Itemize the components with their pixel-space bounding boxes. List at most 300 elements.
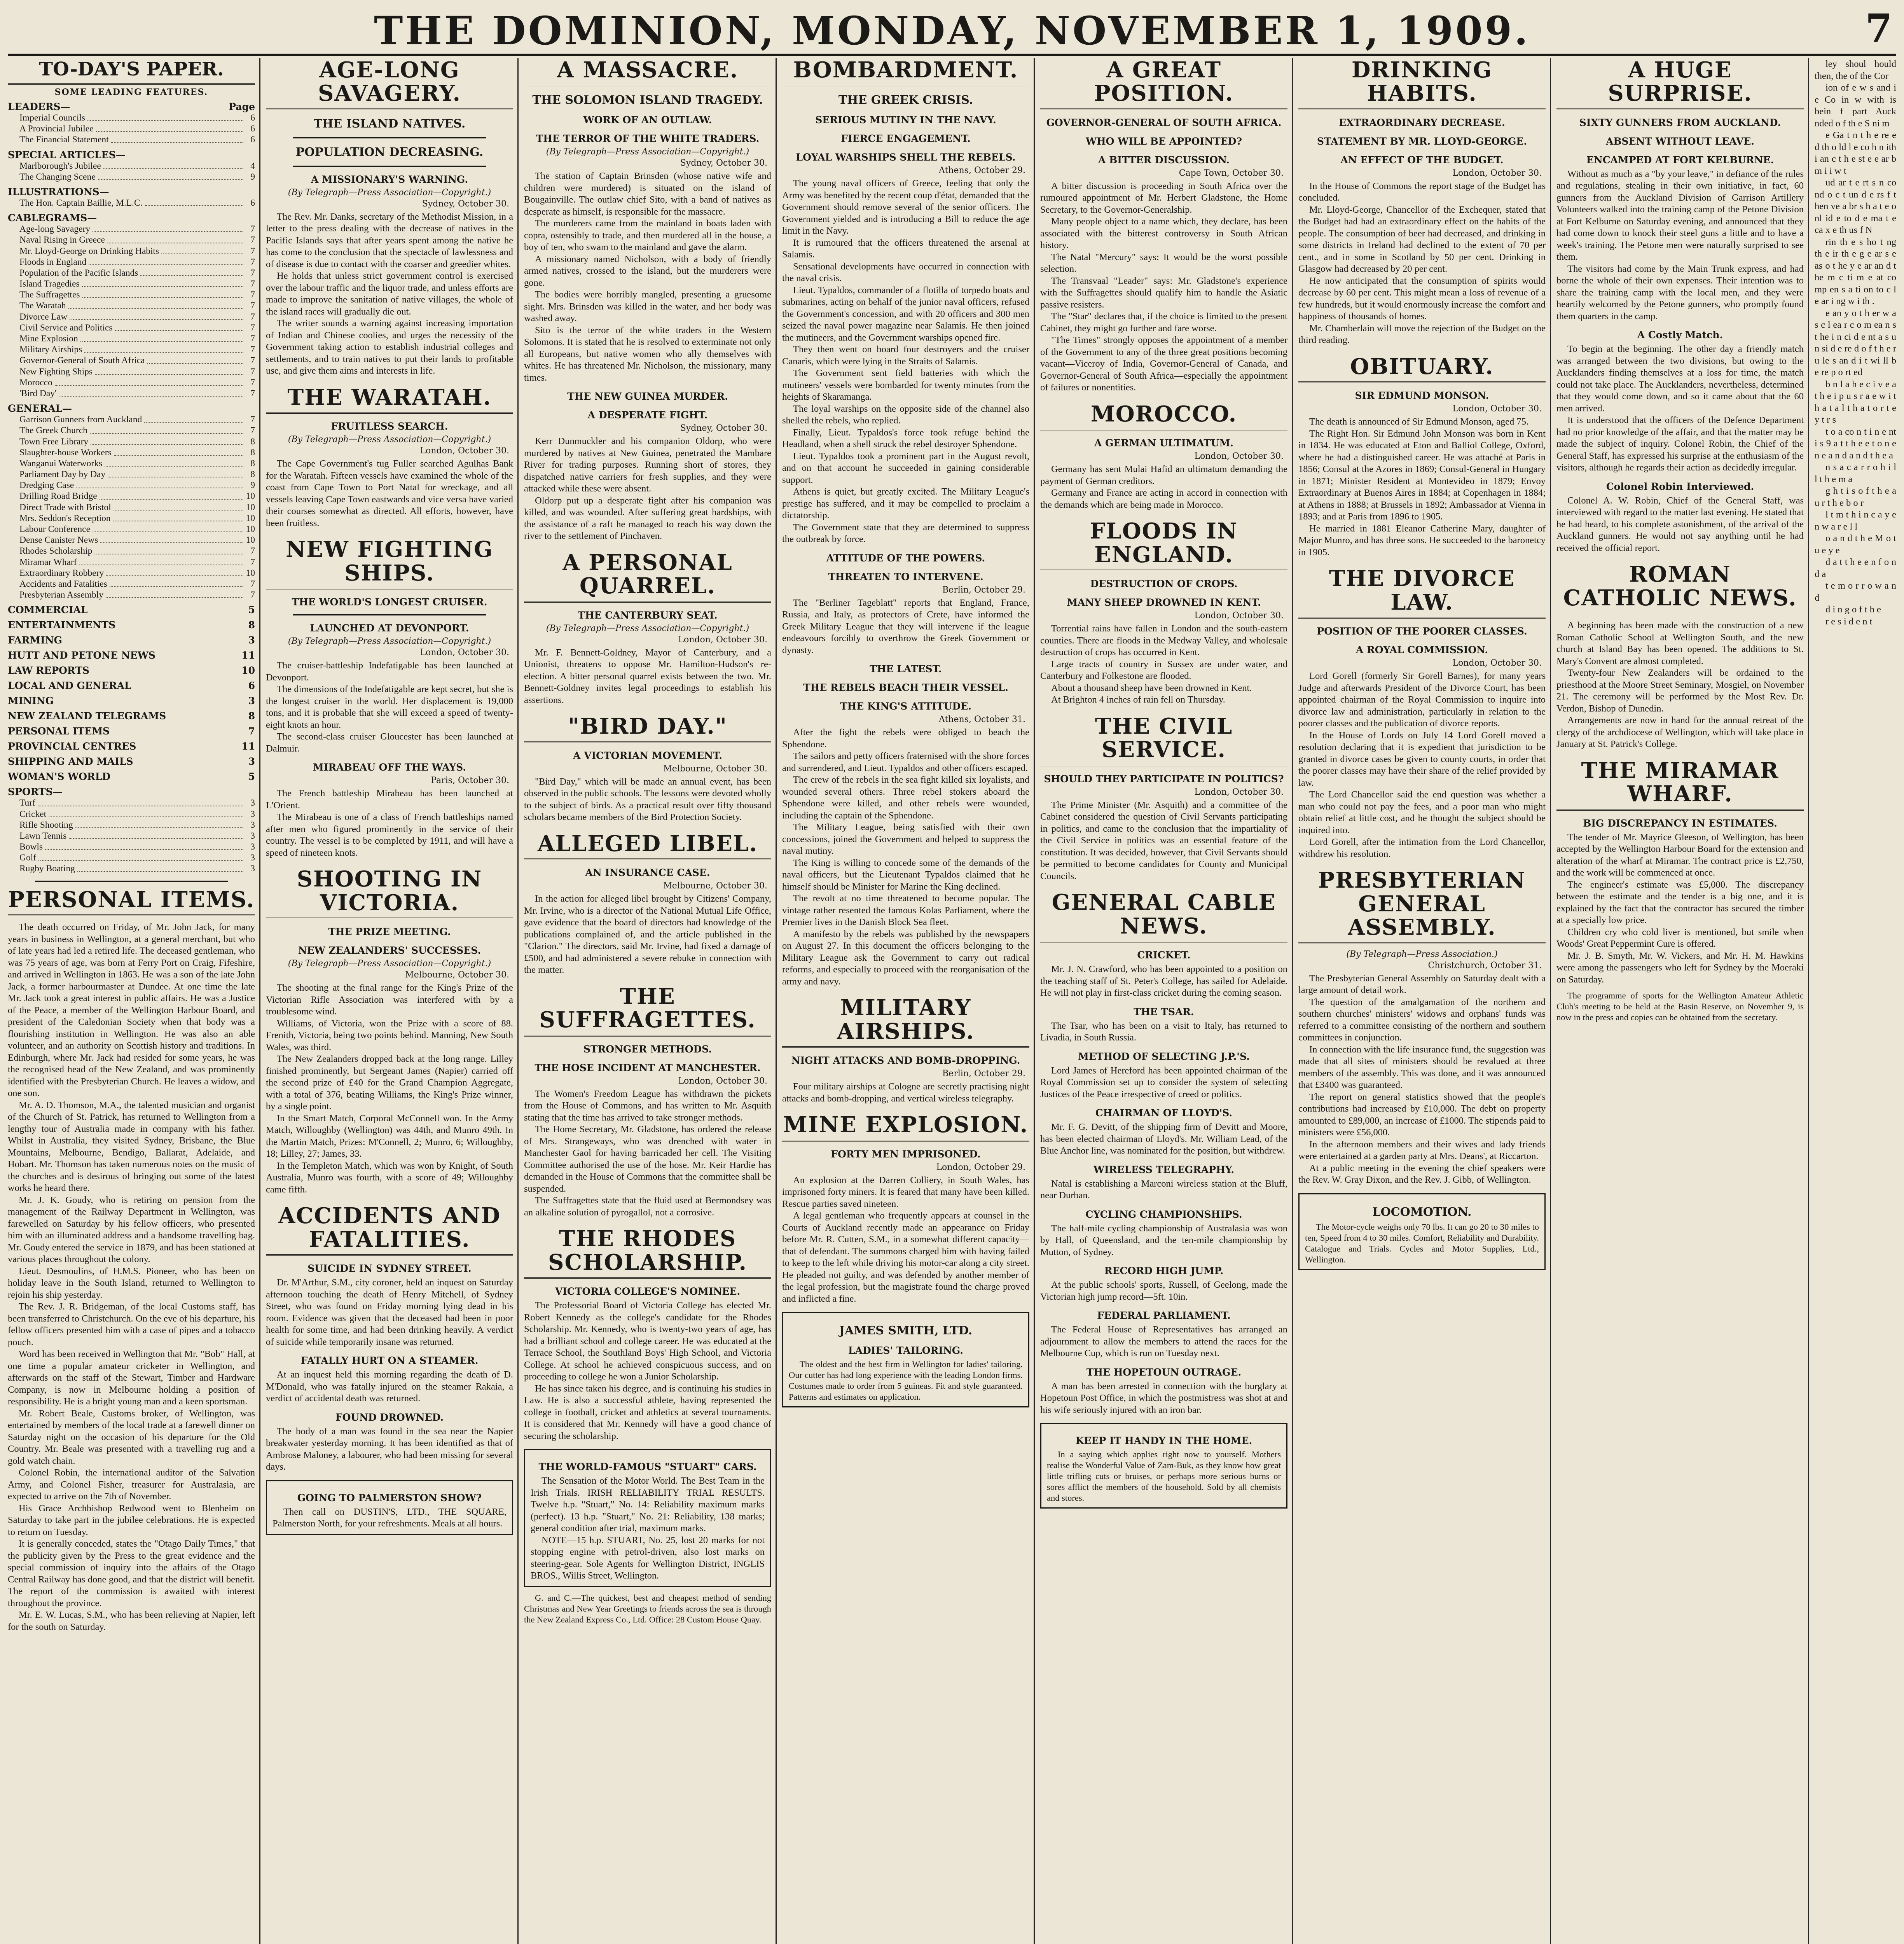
- contents-item-label: Town Free Library: [19, 436, 89, 447]
- article-heading: MILITARY AIRSHIPS.: [782, 996, 1029, 1048]
- advertisement-body: In a saying which applies right now to yourself. Mothers realise the Wonderful Value of Zam-Buk, as they know how great little trifling cuts or bruises, or perhaps more serious burns or sores afflict the members of the household. Sold by all chemists and stores.: [1047, 1449, 1281, 1503]
- paragraph: b n l a h e c i v e a t h e i p u s r a e w i t h a t a l t h a t o r t e y t r s: [1815, 379, 1896, 425]
- paragraph: The Transvaal "Leader" says: Mr. Gladstone's experience with the Suffragettes should qualify him to handle the Asiatic passive resisters.: [1040, 275, 1287, 310]
- contents-item: [8, 333, 255, 344]
- contents-item: [8, 311, 255, 322]
- paragraph: The Tsar, who has been on a visit to Italy, has returned to Livadia, in South Russia.: [1040, 1020, 1287, 1043]
- paragraph: He married in 1881 Eleanor Catherine Mary, daughter of Major Munro, and has three sons. He succeeded to the baronetcy in 1905.: [1298, 523, 1546, 558]
- dateline: Sydney, October 30.: [422, 199, 509, 209]
- article-subheading: RECORD HIGH JUMP.: [1104, 1265, 1224, 1277]
- paragraph: The second-class cruiser Gloucester has been launched at Dalmuir.: [266, 731, 513, 754]
- contents-section: [8, 710, 255, 722]
- contents-item: [8, 841, 255, 852]
- contents-item-page: 10: [246, 535, 255, 545]
- contents-item-label: Direct Trade with Bristol: [19, 502, 111, 512]
- contents-item-page: 7: [250, 344, 255, 355]
- paragraph: The crew of the rebels in the sea fight killed six loyalists, and wounded several others. Three rebel stokers aboard the Sphendone were killed, and other rebels were wounded, including the captain of the Sphendone.: [782, 774, 1029, 821]
- article-subheading: LOYAL WARSHIPS SHELL THE REBELS.: [796, 152, 1016, 163]
- paragraph: Colonel Robin, the international auditor of the Salvation Army, and Colonel Fisher, treasurer for Australasia, are expected to arrive on the 7th of November.: [8, 1467, 255, 1502]
- contents-item-label: Floods in England: [19, 257, 87, 267]
- paragraph: The station of Captain Brinsden (whose native wife and children were murdered) is situated on the island of Bougainville. The outlaw chief Sito, with a band of natives as desperate as himself, is responsible for the massacre.: [524, 171, 771, 217]
- paragraph: Sensational developments have occurred in connection with the naval crisis.: [782, 261, 1029, 284]
- contents-title: TO-DAY'S PAPER.: [8, 58, 255, 85]
- advertisement-title: THE WORLD-FAMOUS "STUART" CARS.: [538, 1461, 757, 1473]
- contents-item-label: Rhodes Scholarship: [19, 546, 93, 556]
- paragraph: The Presbyterian General Assembly on Saturday dealt with a large amount of detail work.: [1298, 973, 1546, 996]
- advertisement: [524, 1449, 771, 1587]
- contents-item-label: Turf: [19, 798, 35, 808]
- paragraph: Athens is quiet, but greatly excited. The Military League's prestige has suffered, and it may be compelled to proclaim a dictatorship.: [782, 486, 1029, 521]
- article-body: [1556, 343, 1804, 474]
- contents-item: [8, 436, 255, 447]
- paragraph: The tender of Mr. Mayrice Gleeson, of Wellington, has been accepted by the Wellington Harbour Board for the extension and alteration of the wharf at Miramar. The contract price is £2,750, and the work will be commenced at once.: [1556, 832, 1804, 878]
- paragraph: The writer sounds a warning against increasing importation of Indian and Chinese coolies, and urges the necessity of the Government taking action to establish industrial colleges and settlements, and to train natives to put their lands to profitable use, and give them aims and interests in life.: [266, 318, 513, 376]
- article-body: [1040, 463, 1287, 511]
- paragraph: Mr. E. W. Lucas, S.M., who has been relieving at Napier, left for the south on Saturday.: [8, 1610, 255, 1632]
- article-body: [1040, 1279, 1287, 1303]
- leader-dots: [106, 575, 243, 576]
- paragraph: The Federal House of Representatives has arranged an adjournment to allow the members to attend the races for the Melbourne Cup, which is run on Tuesday next.: [1040, 1324, 1287, 1359]
- contents-subtitle: SOME LEADING FEATURES.: [54, 87, 208, 97]
- article-body: [1040, 1178, 1287, 1202]
- paragraph: The Prime Minister (Mr. Asquith) and a committee of the Cabinet considered the question of Civil Servants participating in politics, and came to the conclusion that the impartiality of the Civil Service in politics was an essential feature of the constitution. It was decided, however, that Civil Servants should be permitted to become candidates for County and Municipal Councils.: [1040, 799, 1287, 881]
- article-heading: GENERAL CABLE NEWS.: [1040, 891, 1287, 942]
- leader-dots: [55, 385, 243, 386]
- contents-item-page: 7: [250, 388, 255, 399]
- leader-dots: [95, 374, 243, 375]
- leader-dots: [82, 286, 243, 287]
- article-subheading: THE KING'S ATTITUDE.: [840, 701, 971, 712]
- article-heading: ALLEGED LIBEL.: [524, 832, 771, 860]
- dateline: Melbourne, October 30.: [663, 764, 767, 774]
- contents-section-label: PERSONAL ITEMS: [8, 726, 110, 737]
- leader-dots: [161, 253, 243, 254]
- contents-item-page: 7: [250, 590, 255, 600]
- article-subheading: THE GREEK CRISIS.: [838, 93, 973, 107]
- contents-item-label: Wanganui Waterworks: [19, 458, 103, 469]
- contents-section-label: ENTERTAINMENTS: [8, 619, 116, 631]
- dateline: Berlin, October 29.: [942, 1069, 1025, 1079]
- contents-item-page: 7: [250, 546, 255, 556]
- paragraph: The New Zealanders dropped back at the long range. Lilley finished prominently, but Sergeant James (Napier) carried off the second prize of £40 for the Grand Champion Aggregate, with a total of 376, beating Williams, the King's Prize winner, by a single point.: [266, 1054, 513, 1112]
- contents-item-label: A Provincial Jubilee: [19, 124, 94, 134]
- contents-item-label: The Suffragettes: [19, 290, 80, 300]
- contents-section-page: 3: [248, 756, 255, 767]
- article-heading: A PERSONAL QUARREL.: [524, 551, 771, 603]
- contents-item: [8, 524, 255, 535]
- article-heading: A MASSACRE.: [524, 58, 771, 86]
- contents-item-page: 7: [250, 301, 255, 311]
- paragraph: Arrangements are now in hand for the annual retreat of the clergy of the archdiocese of Wellington, which will take place in January at St. Patrick's College.: [1556, 715, 1804, 750]
- dateline: London, October 30.: [420, 446, 509, 456]
- contents-item: [8, 289, 255, 300]
- paragraph: d a t t h e e n f o n d a: [1815, 557, 1896, 579]
- paragraph: The Professorial Board of Victoria College has elected Mr. Robert Kennedy as the college's candidate for the Rhodes Scholarship. Mr. Kennedy, who is twenty-two years of age, has had a brilliant school and college career. He was educated at the Terrace School, the Southland Boys' High School, and Victoria College. At school he achieved conspicuous success, and on proceeding to college he won a Junior Scholarship.: [524, 1300, 771, 1382]
- article-subheading: FORTY MEN IMPRISONED.: [831, 1148, 981, 1160]
- column-contents: [8, 58, 255, 1944]
- advertisement-title: KEEP IT HANDY IN THE HOME.: [1075, 1435, 1252, 1447]
- paragraph: d i n g o f t h e: [1825, 604, 1881, 615]
- paragraph: The Right Hon. Sir Edmund John Monson was born in Kent in 1834. He was educated at Eton and Balliol College, Oxford, where he had a distinguished career. He was attaché at Paris in 1856; Consul at the Azores in 1869; Consul-General in Hungary in 1871; Minister Resident at Montevideo in 1879; Envoy Extraordinary at Buenos Aires in 1884; at Copenhagen in 1884; at Athens in 1888; at Brussels in 1892; Ambassador at Vienna in 1893; and at Paris from 1896 to 1905.: [1298, 428, 1546, 522]
- article-body: [524, 647, 771, 706]
- leader-dots: [75, 827, 243, 828]
- paragraph: At Brighton 4 inches of rain fell on Thursday.: [1051, 694, 1225, 705]
- article-subheading: THE NEW GUINEA MURDER.: [567, 391, 728, 402]
- paragraph: ud ar t e rt s n co nd o c t un d e rs f t hen ve a br s h a t e o nl id e to d e ma t e ca x e th us f N: [1815, 177, 1896, 235]
- column-7-truncated: [1815, 58, 1896, 1944]
- contents-item: [8, 257, 255, 267]
- contents-item-label: The Financial Statement: [19, 135, 109, 145]
- article-subheading: POSITION OF THE POORER CLASSES.: [1317, 626, 1527, 637]
- contents-section-label: MINING: [8, 695, 54, 707]
- leader-dots: [106, 597, 243, 598]
- paragraph: At a public meeting in the evening the chief speakers were the Rev. W. Gray Dixon, and the Rev. J. Gibb, of Wellington.: [1298, 1163, 1546, 1185]
- contents-section-page: Page: [229, 101, 255, 112]
- article-subheading: WIRELESS TELEGRAPHY.: [1093, 1164, 1235, 1175]
- masthead-rule: [8, 54, 1896, 56]
- article-subheading: WHO WILL BE APPOINTED?: [1085, 135, 1242, 147]
- paragraph: Williams, of Victoria, won the Prize with a score of 88. Frenith, Victoria, being two points behind. Manning, New South Wales, was third.: [266, 1018, 513, 1052]
- article-body: [524, 893, 771, 976]
- column-2: [524, 58, 771, 1944]
- contents-item-page: 6: [250, 198, 255, 208]
- paragraph: o a n d t h e M o t u e y e: [1815, 533, 1896, 556]
- contents-item: [8, 852, 255, 863]
- article-body: [1298, 180, 1546, 346]
- contents-item-page: 7: [250, 334, 255, 344]
- article-subheading: THE TSAR.: [1134, 1006, 1194, 1017]
- article-body: [1556, 168, 1804, 323]
- article-subheading: CYCLING CHAMPIONSHIPS.: [1085, 1208, 1242, 1220]
- article-subheading: A ROYAL COMMISSION.: [1356, 644, 1488, 656]
- leader-dots: [49, 816, 243, 817]
- article-subheading: THE PRIZE MEETING.: [328, 926, 451, 938]
- notice: G. and C.—The quickest, best and cheapest method of sending Christmas and New Year Greetings to friends across the sea is through the New Zealand Express Co., Ltd. Office: 28 Custom House Quay.: [524, 1593, 771, 1624]
- divider: [293, 614, 486, 615]
- contents-item: [8, 579, 255, 589]
- leader-dots: [100, 499, 243, 500]
- paragraph: The Cape Government's tug Fuller searched Agulhas Bank for the Waratah. Fifteen vessels have examined the whole of the coast from Cape Town to Port Natal for wreckage, and all vessels leaving Cape Town eastwards and vice versa have varied their courses somewhat as directed. All efforts, however, have been fruitless.: [266, 458, 513, 528]
- article-heading: NEW FIGHTING SHIPS.: [266, 538, 513, 589]
- contents-section-label: WOMAN'S WORLD: [8, 771, 111, 783]
- leader-dots: [96, 131, 243, 132]
- paragraph: Mr. F. G. Devitt, of the shipping firm of Devitt and Moore, has been elected chairman of Lloyd's. Mr. William Lead, of the Blue Anchor line, was nominated for the position, but withdrew.: [1040, 1122, 1287, 1156]
- paragraph: r e s i d e n t: [1825, 616, 1873, 627]
- article-body: [266, 788, 513, 859]
- contents-item: [8, 820, 255, 830]
- article-subheading: GOVERNOR-GENERAL OF SOUTH AFRICA.: [1046, 117, 1282, 128]
- paragraph: Mr. J. B. Smyth, Mr. W. Vickers, and Mr. H. M. Hawkins were among the passengers who left for Sydney by the Moeraki on Saturday.: [1556, 950, 1804, 985]
- contents-item-page: 3: [250, 820, 255, 830]
- article-body: [1556, 495, 1804, 554]
- contents-section: [8, 650, 255, 661]
- article-body: [524, 1300, 771, 1442]
- article-subheading: STRONGER METHODS.: [583, 1043, 712, 1055]
- paragraph: At an inquest held this morning regarding the death of D. M'Donald, who was fatally injured on the steamer Rakaia, a verdict of accidental death was returned.: [266, 1369, 513, 1404]
- paragraph: Word has been received in Wellington that Mr. "Bob" Hall, at one time a popular amateur cricketer in Wellington, and afterwards on the staff of the Stewart, Timber and Hardware Company, is now in Melbourne holding a position of responsibility. He is a bright young man and a keen sportsman.: [8, 1349, 255, 1407]
- dateline: Athens, October 29.: [938, 166, 1025, 176]
- article-subheading: FATALLY HURT ON A STEAMER.: [300, 1355, 479, 1367]
- article-subheading: ENCAMPED AT FORT KELBURNE.: [1586, 154, 1774, 166]
- contents-item: [8, 123, 255, 134]
- paragraph: After the fight the rebels were obliged to beach the Sphendone.: [782, 727, 1029, 750]
- contents-section: [8, 756, 255, 767]
- article-subheading: FEDERAL PARLIAMENT.: [1097, 1310, 1231, 1322]
- column-3: [782, 58, 1029, 1944]
- paragraph: Children cry who cold liver is mentioned, but smile when Woods' Great Peppermint Cure is offered.: [1556, 927, 1804, 949]
- paragraph: t e m o r r o w a n d: [1815, 580, 1896, 603]
- contents-section-page: 5: [248, 771, 255, 783]
- contents-item: [8, 377, 255, 388]
- article-subheading: CHAIRMAN OF LLOYD'S.: [1095, 1107, 1233, 1119]
- contents-section: [8, 726, 255, 737]
- leader-dots: [110, 586, 243, 587]
- contents-item-label: 'Bird Day': [19, 388, 57, 399]
- paragraph: Dr. M'Arthur, S.M., city coroner, held an inquest on Saturday afternoon touching the death of Henry Mitchell, of Sydney Street, who was found on Friday morning lying dead in his room. Evidence was given that the deceased had been in poor health for some time, and had been drinking heavily. A verdict of suicide while temporarily insane was returned.: [266, 1277, 513, 1347]
- article-body: [266, 458, 513, 529]
- contents-item-label: The Greek Church: [19, 425, 87, 436]
- contents-item: [8, 447, 255, 458]
- paragraph: The Mirabeau is one of a class of French battleships named after men who figured prominently in the service of their country. The vessel is to be completed by 1911, and will have a speed of nineteen knots.: [266, 812, 513, 858]
- dateline: London, October 30.: [678, 1076, 767, 1086]
- article-body: [524, 776, 771, 823]
- divider: [35, 881, 228, 882]
- article-subheading: THREATEN TO INTERVENE.: [828, 571, 983, 582]
- dateline: Athens, October 31.: [938, 715, 1025, 725]
- article-subheading: BIG DISCREPANCY IN ESTIMATES.: [1583, 817, 1777, 829]
- article-body: [782, 1081, 1029, 1105]
- paragraph: Kerr Dunmuckler and his companion Oldorp, who were murdered by natives at New Guinea, penetrated the Mambare River for trading purposes. Running short of stores, they dispatched native carriers for fresh supplies, and they were attacked while these were absent.: [524, 436, 771, 494]
- leader-dots: [68, 308, 243, 309]
- contents-item-page: 10: [246, 491, 255, 502]
- column-rule: [776, 58, 777, 1944]
- leader-dots: [87, 120, 243, 121]
- contents-section: [8, 665, 255, 676]
- contents-item-page: 7: [250, 246, 255, 256]
- dateline: Sydney, October 30.: [680, 423, 767, 434]
- leader-dots: [45, 849, 243, 850]
- leader-dots: [115, 330, 243, 331]
- paragraph: To begin at the beginning. The other day a friendly match was arranged between the two divisions, but owing to the Aucklanders finding themselves at a loss for time, the match could not take place. The Aucklanders, nevertheless, determined that they would come down, and so it came about that the 60 men arrived.: [1556, 344, 1804, 414]
- paragraph: Lord James of Hereford has been appointed chairman of the Royal Commission set up to consider the system of selecting Justices of the Peace irrespective of creed or politics.: [1040, 1065, 1287, 1100]
- contents-section-label: SHIPPING AND MAILS: [8, 756, 133, 767]
- page-number: 7: [1865, 5, 1892, 51]
- contents-item-label: Bowls: [19, 842, 43, 852]
- paragraph: Lord Gorell (formerly Sir Gorell Barnes), for many years Judge and afterwards President of the Divorce Court, has been appointed chairman of the Royal Commission to inquire into divorce law and administration, particularly in relation to the poorer classes and the publication of divorce reports.: [1298, 671, 1546, 729]
- advertisement-title: GOING TO PALMERSTON SHOW?: [297, 1492, 482, 1503]
- contents-item: [8, 458, 255, 469]
- paragraph: The Home Secretary, Mr. Gladstone, has ordered the release of Mrs. Strangeways, who was drenched with water in Manchester Gaol for having barricaded her cell. The Visiting Committee authorised the use of the hose. Mr. Keir Hardie has demanded in the House of Commons that the committee shall be suspended.: [524, 1124, 771, 1194]
- column-6: [1556, 58, 1804, 1944]
- paragraph: The King is willing to concede some of the demands of the naval officers, but the Lieutenant Typaldos claimed that he himself should be Minister for Marine the King declined.: [782, 857, 1029, 892]
- article-subheading: THE REBELS BEACH THEIR VESSEL.: [803, 682, 1008, 694]
- contents-section: [8, 680, 255, 691]
- article-heading: OBITUARY.: [1298, 355, 1546, 383]
- personal-items-heading: PERSONAL ITEMS.: [8, 888, 255, 916]
- contents-item: [8, 830, 255, 841]
- column-rule: [259, 58, 260, 1944]
- article-subheading: LAUNCHED AT DEVONPORT.: [310, 622, 469, 634]
- paragraph: Finally, Lieut. Typaldos's force took refuge behind the Headland, when a shell struck the rebel destroyer Sphendone.: [782, 427, 1029, 450]
- article-subheading: NEW ZEALANDERS' SUCCESSES.: [298, 945, 481, 956]
- contents-item: [8, 568, 255, 579]
- dateline: Berlin, October 29.: [942, 585, 1025, 595]
- paragraph: An explosion at the Darren Colliery, in South Wales, has imprisoned forty miners. It is feared that many have been killed. Rescue parties saved nineteen.: [782, 1175, 1029, 1209]
- contents-item-page: 6: [250, 135, 255, 145]
- dateline: London, October 30.: [1194, 451, 1284, 462]
- contents-section-label: SPECIAL ARTICLES—: [8, 149, 126, 161]
- column-rule: [1292, 58, 1293, 1944]
- paragraph: The Rev. Mr. Danks, secretary of the Methodist Mission, in a letter to the press dealing with the decrease of natives in the Pacific Islands says that after years spent among the native he has come to the conclusion that the spectacle of lawlessness and of disease is due to contact with the coarser and greedier whites.: [266, 211, 513, 269]
- paragraph: ion of e w s and i e Co in w with is bein f part Auck nded o f th e S ni m: [1815, 82, 1896, 129]
- dateline: London, October 30.: [678, 635, 767, 645]
- contents-item: [8, 388, 255, 399]
- article-heading: A GREAT POSITION.: [1040, 58, 1287, 110]
- contents-item-label: Age-long Savagery: [19, 224, 91, 234]
- contents-item: [8, 469, 255, 480]
- article-heading: BOMBARDMENT.: [782, 58, 1029, 86]
- dateline: London, October 30.: [1452, 404, 1542, 414]
- paragraph: The Rev. J. R. Bridgeman, of the local Customs staff, has been transferred to Christchurch. On the eve of his departure, his fellow officers presented him with a case of pipes and a tobacco pouch.: [8, 1301, 255, 1348]
- paragraph: It is understood that the officers of the Defence Department had no prior knowledge of the affair, and that the matter may be made the subject of inquiry. Colonel Robin, the Chief of the General Staff, has expressed his surprise at the enthusiasm of the visitors, although he regards their action as decidedly irregular.: [1556, 415, 1804, 473]
- article-subheading: AN EFFECT OF THE BUDGET.: [1340, 154, 1504, 166]
- contents-item-label: The Hon. Captain Baillie, M.L.C.: [19, 198, 143, 208]
- contents-section: [8, 635, 255, 646]
- contents-item-page: 8: [250, 469, 255, 480]
- contents-item-label: New Fighting Ships: [19, 366, 93, 377]
- article-body: [266, 1277, 513, 1348]
- paragraph: The visitors had come by the Main Trunk express, and had borne the whole of their own expenses. Their intention was to share the training camp with the local men, and they were heartily welcomed by the Petone gunners, who promptly found them quarters in the camp.: [1556, 263, 1804, 322]
- paragraph: l t m t h i n c a y e n w a r e l l: [1815, 509, 1896, 532]
- article-body: [1040, 1121, 1287, 1157]
- contents-section: [8, 186, 255, 198]
- column-rule: [1034, 58, 1035, 1944]
- contents-item: [8, 425, 255, 436]
- paragraph: g h t i s o f t h e a u r t h e b o r: [1815, 486, 1896, 508]
- contents-item-page: 7: [250, 377, 255, 388]
- contents-section-label: COMMERCIAL: [8, 604, 88, 616]
- advertisement-body: The Motor-cycle weighs only 70 lbs. It can go 20 to 30 miles to ten, Speed from 4 to 30 miles. Comfort, Reliability and Durability. Catalogue and Trials. Cycles and Motor Supplies, Ltd., Wellington.: [1305, 1222, 1539, 1264]
- contents-section-label: ILLUSTRATIONS—: [8, 186, 109, 198]
- contents-item-page: 7: [250, 290, 255, 300]
- dateline: (By Telegraph—Press Association—Copyright.): [288, 435, 491, 445]
- contents-item-page: 9: [250, 171, 255, 182]
- contents-item-label: Labour Conference: [19, 524, 91, 534]
- article-subheading: ABSENT WITHOUT LEAVE.: [1605, 135, 1755, 147]
- article-heading: A HUGE SURPRISE.: [1556, 58, 1804, 110]
- paragraph: In the House of Lords on July 14 Lord Gorell moved a resolution declaring that it is expedient that jurisdiction to be granted in divorce cases be given to county courts, in order that the poorer classes may have their share of the relief provided by law.: [1298, 730, 1546, 788]
- contents-item-label: Imperial Councils: [19, 113, 86, 123]
- contents-section-page: 10: [241, 665, 255, 677]
- dateline: London, October 30.: [1194, 787, 1284, 797]
- article-body: [1040, 1065, 1287, 1101]
- article-subheading: MANY SHEEP DROWNED IN KENT.: [1067, 597, 1261, 608]
- contents-section-page: 3: [248, 695, 255, 707]
- leader-dots: [114, 455, 243, 456]
- paragraph: Mr. A. D. Thomson, M.A., the talented musician and organist of the Church of St. Patrick, has returned to Wellington from a lengthy tour of Australia made in company with his father. Whilst in Australia, they visited Sydney, Brisbane, the Blue Mountains, Melbourne, Bendigo, Ballarat, Adelaide, and Hobart. Mr. Thomson has taken numerous notes on the music of the churches and is desirous of bringing out some of the latest works he heard there.: [8, 1100, 255, 1194]
- contents-item: [8, 863, 255, 874]
- contents-item-label: Marlborough's Jubilee: [19, 161, 101, 171]
- contents-item-page: 7: [250, 235, 255, 245]
- paragraph: The bodies were horribly mangled, presenting a gruesome sight. Mrs. Brinsden was killed in the water, and her body was washed away.: [524, 289, 771, 324]
- paragraph: Lieut. Desmoulins, of H.M.S. Pioneer, who has been on holiday leave in the South Island, returned to Wellington to rejoin his ship yesterday.: [8, 1266, 255, 1300]
- contents-item-page: 7: [250, 257, 255, 267]
- dateline: (By Telegraph—Press Association—Copyright.): [288, 187, 491, 198]
- notice: The programme of sports for the Wellington Amateur Athletic Club's meeting to be held at the Basin Reserve, on November 9, is now in the press and copies can be obtained from the secretary.: [1556, 991, 1804, 1023]
- contents-item-page: 7: [250, 279, 255, 289]
- paragraph: About a thousand sheep have been drowned in Kent.: [1051, 682, 1252, 693]
- contents-item: [8, 134, 255, 145]
- article-heading: THE RHODES SCHOLARSHIP.: [524, 1227, 771, 1279]
- contents-item: [8, 513, 255, 524]
- contents-item-page: 7: [250, 224, 255, 234]
- contents-item: [8, 557, 255, 568]
- contents-item-label: Governor-General of South Africa: [19, 355, 145, 366]
- article-heading: THE DIVORCE LAW.: [1298, 567, 1546, 619]
- article-heading: ROMAN CATHOLIC NEWS.: [1556, 563, 1804, 614]
- contents-item-page: 7: [250, 557, 255, 567]
- contents-item: [8, 161, 255, 171]
- article-subheading: METHOD OF SELECTING J.P.'S.: [1078, 1051, 1250, 1062]
- contents-item-label: The Changing Scene: [19, 171, 96, 182]
- contents-section-label: HUTT AND PETONE NEWS: [8, 650, 155, 661]
- paragraph: The Military League, being satisfied with their own concessions, joined the Government and helped to suppress the naval mutiny.: [782, 822, 1029, 857]
- paragraph: It is rumoured that the officers threatened the arsenal at Salamis.: [782, 237, 1029, 260]
- dateline: (By Telegraph—Press Association.): [1346, 949, 1498, 959]
- contents-item-label: Civil Service and Politics: [19, 322, 113, 333]
- leader-dots: [82, 297, 243, 298]
- article-subheading: POPULATION DECREASING.: [295, 145, 484, 159]
- contents-item-label: Rugby Boating: [19, 864, 75, 874]
- article-body: [1298, 670, 1546, 860]
- contents-item-label: Morocco: [19, 377, 52, 388]
- paragraph: He has since taken his degree, and is continuing his studies in Law. He is also a successful athlete, having represented the college in football, cricket and athletics at several tournaments. It is considered that Mr. Kennedy will have a good chance of securing the scholarship.: [524, 1383, 771, 1441]
- article-heading: THE CIVIL SERVICE.: [1040, 715, 1287, 766]
- contents-item: [8, 300, 255, 311]
- contents-section: [8, 149, 255, 161]
- contents-item-label: Military Airships: [19, 344, 82, 355]
- article-heading: THE MIRAMAR WHARF.: [1556, 759, 1804, 811]
- paragraph: The Natal "Mercury" says: It would be the worst possible selection.: [1040, 252, 1287, 274]
- paragraph: The dimensions of the Indefatigable are kept secret, but she is the longest cruiser in the world. Her displacement is 19,000 tons, and it is probable that she will exceed a speed of twenty-eight knots an hour.: [266, 684, 513, 730]
- article-body: [524, 1088, 771, 1219]
- contents-item: [8, 198, 255, 208]
- contents-item-label: Population of the Pacific Islands: [19, 267, 138, 278]
- contents-item-label: Mr. Lloyd-George on Drinking Habits: [19, 246, 159, 256]
- contents-item-label: The Waratah: [19, 301, 66, 311]
- article-subheading: FIERCE ENGAGEMENT.: [841, 133, 971, 145]
- article-heading: SHOOTING IN VICTORIA.: [266, 867, 513, 919]
- article-heading: ACCIDENTS AND FATALITIES.: [266, 1204, 513, 1256]
- contents-item-label: Golf: [19, 853, 37, 863]
- paragraph: "Bird Day," which will be made an annual event, has been observed in the public schools. The lessons were devoted wholly to the subject of birds. As a practical result over fifty thousand scholars became members of the Bird Protection Society.: [524, 776, 771, 823]
- divider: [293, 137, 486, 138]
- paragraph: At the public schools' sports, Russell, of Geelong, made the Victorian high jump record—5ft. 10in.: [1040, 1280, 1287, 1302]
- contents-item: [8, 246, 255, 257]
- contents-item-page: 3: [250, 809, 255, 819]
- contents-section: [8, 741, 255, 752]
- contents-item: [8, 355, 255, 366]
- column-rule: [1808, 58, 1809, 1944]
- article-subheading: THE WORLD'S LONGEST CRUISER.: [292, 596, 487, 608]
- contents-item-label: Miramar Wharf: [19, 557, 77, 567]
- paragraph: Germany has sent Mulai Hafid an ultimatum demanding the payment of German creditors.: [1040, 464, 1287, 486]
- paragraph: Colonel A. W. Robin, Chief of the General Staff, was interviewed with regard to the matter last evening. He stated that he had heard, to his complete astonishment, of the arrival of the Auckland gunners. He would not say anything until he had received the official report.: [1556, 495, 1804, 553]
- paragraph: The Suffragettes state that the fluid used at Bermondsey was an alkaline solution of pyrogallol, not a corrosive.: [524, 1195, 771, 1218]
- article-body: [1040, 1223, 1287, 1259]
- paragraph: Mr. Robert Beale, Customs broker, of Wellington, was entertained by members of the local trade at a farewell dinner on Saturday night on the occasion of his departure for the Old Country. Mr. Beale was presented with a travelling rug and a gold watch chain.: [8, 1408, 255, 1466]
- paragraph: e Ga t n t h e re e d th o ld l e co h n ith i an c t h e st e e ar b m i i w t: [1815, 130, 1896, 176]
